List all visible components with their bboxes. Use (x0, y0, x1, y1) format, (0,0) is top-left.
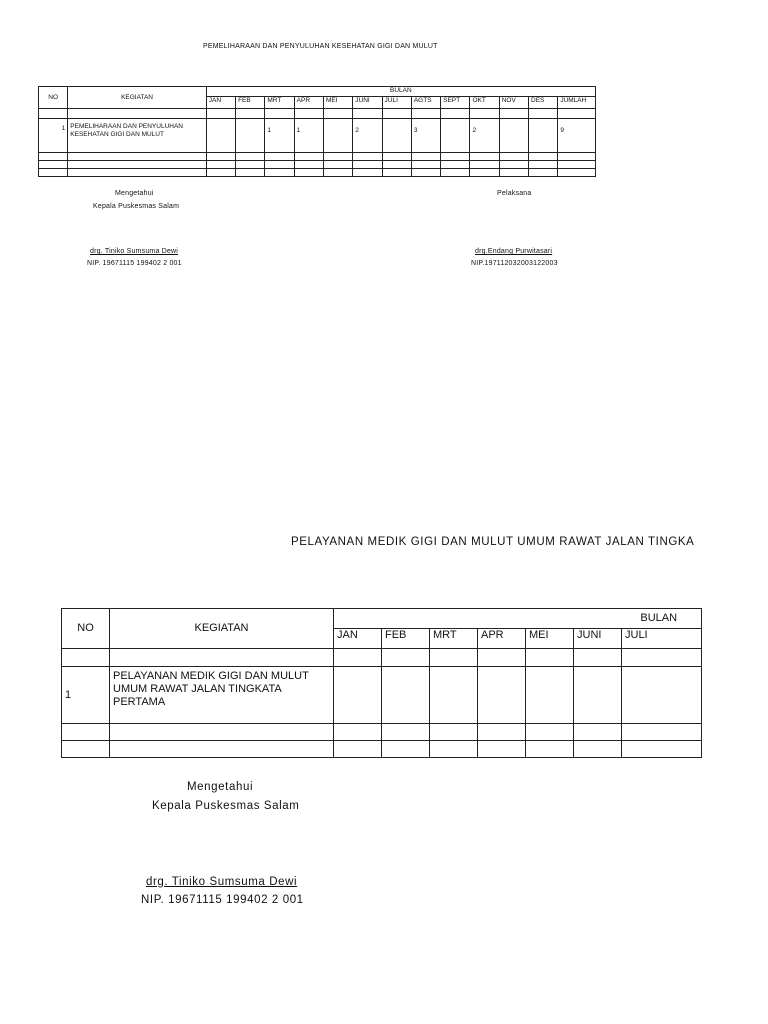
month-header: APR (478, 629, 526, 649)
row-value (529, 119, 558, 153)
table-row (62, 741, 702, 758)
month-header: SEPT (441, 97, 470, 109)
row-value: 1 (294, 119, 323, 153)
table-row (39, 169, 596, 177)
header-bulan: BULAN (206, 87, 595, 97)
header-kegiatan: KEGIATAN (68, 87, 206, 109)
month-header: FEB (382, 629, 430, 649)
month-header: JAN (334, 629, 382, 649)
month-header: JUNI (353, 97, 382, 109)
row-kegiatan (110, 667, 334, 724)
month-header: JULI (622, 629, 702, 649)
month-header: AGTS (411, 97, 440, 109)
row-value (206, 119, 235, 153)
kegiatan-line: PELAYANAN MEDIK GIGI DAN MULUT (113, 670, 309, 682)
row-no: 1 (39, 119, 68, 153)
row-value (236, 119, 265, 153)
header-bulan: BULAN (334, 609, 702, 629)
row-no: 1 (62, 667, 110, 724)
doc2-kepala: Kepala Puskesmas Salam (152, 800, 300, 812)
header-no: NO (39, 87, 68, 109)
kegiatan-line: PEMELIHARAAN DAN PENYULUHAN (70, 123, 183, 130)
month-header: OKT (470, 97, 499, 109)
kegiatan-line: KESEHATAN GIGI DAN MULUT (70, 131, 164, 138)
month-header: JUNI (574, 629, 622, 649)
month-header: NOV (499, 97, 528, 109)
doc2-title: PELAYANAN MEDIK GIGI DAN MULUT UMUM RAWAT JALAN TINGKA (291, 536, 695, 548)
month-header: DES (529, 97, 558, 109)
row-value: 9 (558, 119, 596, 153)
month-header: JUMLAH (558, 97, 596, 109)
doc2-sign-left-nip: NIP. 19671115 199402 2 001 (141, 894, 304, 906)
doc1-table (38, 86, 596, 177)
doc2-table (61, 608, 702, 758)
row-value: 3 (411, 119, 440, 153)
row-value (323, 119, 352, 153)
month-header: FEB (236, 97, 265, 109)
doc1-title: PEMELIHARAAN DAN PENYULUHAN KESEHATAN GIGI DAN MULUT (203, 43, 438, 50)
doc1-sign-right-nip: NIP.197112032003122003 (471, 260, 558, 267)
row-value (441, 119, 470, 153)
kegiatan-line: PERTAMA (113, 696, 166, 708)
month-header: MEI (323, 97, 352, 109)
month-header: MRT (265, 97, 294, 109)
doc1-pelaksana: Pelaksana (497, 190, 532, 197)
doc1-sign-left-name: drg. Tiniko Sumsuma Dewi (90, 248, 179, 255)
month-header: MRT (430, 629, 478, 649)
table-row (39, 153, 596, 161)
row-value (499, 119, 528, 153)
month-header: MEI (526, 629, 574, 649)
doc2-sign-left-name: drg. Tiniko Sumsuma Dewi (146, 876, 298, 888)
doc2-mengetahui: Mengetahui (187, 781, 254, 793)
table-row (62, 649, 702, 667)
doc1-sign-right-name: drg.Endang Purwitasari (475, 248, 553, 255)
doc1-kepala: Kepala Puskesmas Salam (93, 203, 180, 210)
doc1-mengetahui: Mengetahui (115, 190, 154, 197)
row-value: 2 (353, 119, 382, 153)
month-header: JAN (206, 97, 235, 109)
row-value: 1 (265, 119, 294, 153)
table-row (39, 109, 596, 119)
header-kegiatan: KEGIATAN (110, 609, 334, 649)
table-row (39, 161, 596, 169)
row-value: 2 (470, 119, 499, 153)
month-header: JULI (382, 97, 411, 109)
header-no: NO (62, 609, 110, 649)
table-row (39, 119, 596, 153)
doc1-sign-left-nip: NIP. 19671115 199402 2 001 (87, 260, 182, 267)
table-row (62, 724, 702, 741)
month-header: APR (294, 97, 323, 109)
kegiatan-line: UMUM RAWAT JALAN TINGKATA (113, 683, 282, 695)
row-kegiatan (68, 119, 206, 153)
table-row (62, 667, 702, 724)
row-value (382, 119, 411, 153)
